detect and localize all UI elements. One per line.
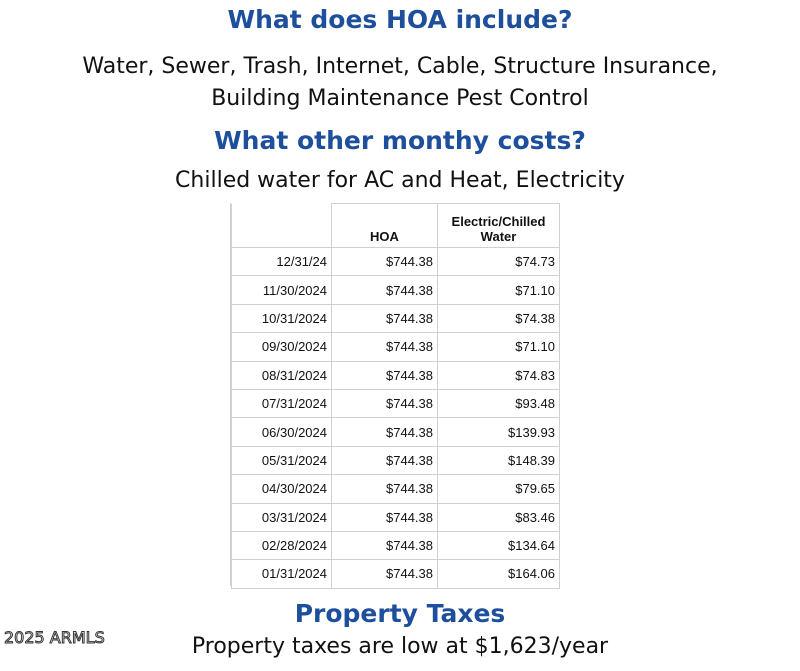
hoa-cell: $744.38 [332, 333, 438, 361]
hoa-cell: $744.38 [332, 276, 438, 304]
other-costs-heading: What other monthy costs? [214, 126, 586, 155]
table-row [232, 560, 560, 588]
table-row [232, 389, 560, 417]
table-row [232, 361, 560, 389]
hoa-cell: $744.38 [332, 503, 438, 531]
date-cell: 04/30/2024 [232, 475, 332, 503]
date-cell: 02/28/2024 [232, 531, 332, 559]
electric-cell: $139.93 [438, 418, 560, 446]
other-costs-text: Chilled water for AC and Heat, Electricity [175, 168, 625, 193]
date-cell: 07/31/2024 [232, 389, 332, 417]
date-cell: 08/31/2024 [232, 361, 332, 389]
table-body [232, 248, 560, 589]
date-cell: 11/30/2024 [232, 276, 332, 304]
date-cell: 06/30/2024 [232, 418, 332, 446]
property-taxes-text: Property taxes are low at $1,623/year [191, 634, 609, 659]
property-taxes-heading: Property Taxes [294, 599, 506, 628]
monthly-costs-table-container [230, 203, 559, 586]
hoa-cell: $744.38 [332, 304, 438, 332]
table-row [232, 248, 560, 276]
hoa-cell: $744.38 [332, 361, 438, 389]
date-column-header [232, 204, 332, 248]
hoa-column-header: HOA [332, 204, 438, 248]
electric-cell: $148.39 [438, 446, 560, 474]
date-cell: 03/31/2024 [232, 503, 332, 531]
table-row [232, 276, 560, 304]
hoa-cell: $744.38 [332, 531, 438, 559]
table-row [232, 446, 560, 474]
electric-cell: $83.46 [438, 503, 560, 531]
hoa-include-line-2: Building Maintenance Pest Control [211, 86, 589, 111]
copyright-watermark: 2025 ARMLS [4, 628, 105, 647]
electric-cell: $71.10 [438, 333, 560, 361]
date-cell: 09/30/2024 [232, 333, 332, 361]
electric-cell: $74.83 [438, 361, 560, 389]
electric-column-header: Electric/Chilled Water [438, 204, 560, 248]
date-cell: 10/31/2024 [232, 304, 332, 332]
date-cell: 12/31/24 [232, 248, 332, 276]
electric-cell: $164.06 [438, 560, 560, 588]
table-row [232, 418, 560, 446]
table-row [232, 503, 560, 531]
table-header-row [232, 204, 560, 248]
electric-cell: $134.64 [438, 531, 560, 559]
hoa-cell: $744.38 [332, 560, 438, 588]
hoa-include-heading: What does HOA include? [227, 5, 573, 34]
hoa-include-line-1: Water, Sewer, Trash, Internet, Cable, Structure Insurance, [82, 54, 718, 79]
hoa-cell: $744.38 [332, 389, 438, 417]
electric-cell: $74.38 [438, 304, 560, 332]
monthly-costs-table [231, 203, 560, 589]
hoa-cell: $744.38 [332, 475, 438, 503]
hoa-cell: $744.38 [332, 446, 438, 474]
table-row [232, 304, 560, 332]
hoa-cell: $744.38 [332, 248, 438, 276]
date-cell: 01/31/2024 [232, 560, 332, 588]
electric-cell: $71.10 [438, 276, 560, 304]
hoa-cell: $744.38 [332, 418, 438, 446]
table-row [232, 333, 560, 361]
table-row [232, 531, 560, 559]
electric-cell: $74.73 [438, 248, 560, 276]
date-cell: 05/31/2024 [232, 446, 332, 474]
electric-cell: $93.48 [438, 389, 560, 417]
table-row [232, 475, 560, 503]
electric-cell: $79.65 [438, 475, 560, 503]
